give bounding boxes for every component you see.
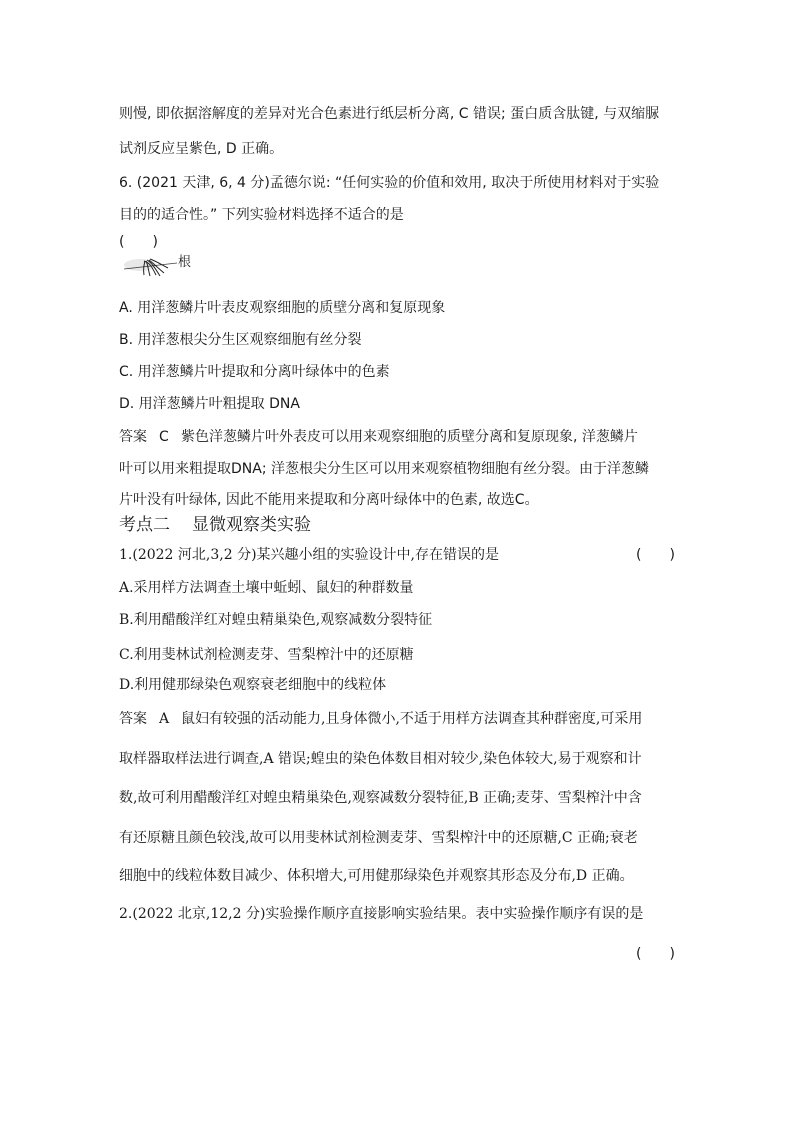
question-1-option-b: B.利用醋酸洋红对蝗虫精巢染色,观察减数分裂特征 bbox=[119, 612, 433, 628]
section-number: 考点二 bbox=[119, 515, 170, 535]
answer-label: 答案 bbox=[119, 711, 147, 727]
answer-explanation-continued: 取样器取样法进行调查,A 错误;蝗虫的染色体数目相对较少,染色体较大,易于观察和计 bbox=[119, 751, 642, 767]
figure-label-root: 根 bbox=[178, 255, 192, 270]
answer-explanation-continued: 叶可以用来粗提取DNA; 洋葱根尖分生区可以用来观察植物细胞有丝分裂。由于洋葱鳞 bbox=[119, 461, 649, 477]
question-6-option-d: D. 用洋葱鳞片叶粗提取 DNA bbox=[119, 396, 300, 412]
question-2-stem: 2.(2022 北京,12,2 分)实验操作顺序直接影响实验结果。表中实验操作顺序有误的是 bbox=[119, 906, 644, 922]
text-line: 试剂反应呈紫色, D 正确。 bbox=[119, 141, 284, 157]
section-heading bbox=[119, 514, 311, 536]
question-1-option-c: C.利用斐林试剂检测麦芽、雪梨榨汁中的还原糖 bbox=[119, 647, 414, 663]
answer-explanation-continued: 有还原糖且颜色较浅,故可以用斐林试剂检测麦芽、雪梨榨汁中的还原糖,C 正确;衰老 bbox=[119, 830, 638, 846]
section-title: 显微观察类实验 bbox=[192, 515, 311, 535]
question-2-answer-paren: ( ) bbox=[636, 946, 675, 962]
answer-explanation-continued: 数,故可利用醋酸洋红对蝗虫精巢染色,观察减数分裂特征,B 正确;麦芽、雪梨榨汁中含 bbox=[119, 790, 642, 806]
question-1-option-a: A.采用样方法调查土壤中蚯蚓、鼠妇的种群数量 bbox=[119, 580, 414, 596]
answer-label: 答案 bbox=[119, 429, 147, 445]
question-1-answer bbox=[119, 710, 642, 728]
answer-explanation: 鼠妇有较强的活动能力,且身体微小,不适于用样方法调查其种群密度,可采用 bbox=[181, 711, 643, 727]
text-line: 则慢, 即依据溶解度的差异对光合色素进行纸层析分离, C 错误; 蛋白质含肽键, 与双缩脲 bbox=[119, 106, 660, 122]
onion-root-figure bbox=[122, 251, 212, 279]
question-6-answer bbox=[119, 428, 638, 446]
answer-key: C bbox=[159, 429, 169, 445]
question-6-answer-paren: ( ) bbox=[119, 234, 158, 250]
answer-key: A bbox=[159, 711, 170, 727]
question-1-stem: 1.(2022 河北,3,2 分)某兴趣小组的实验设计中,存在错误的是 bbox=[119, 547, 499, 563]
question-6-stem-continued: 目的的适合性。” 下列实验材料选择不适合的是 bbox=[119, 207, 404, 223]
answer-explanation-continued: 片叶没有叶绿体, 因此不能用来提取和分离叶绿体中的色素, 故选C。 bbox=[119, 492, 539, 508]
question-6-option-b: B. 用洋葱根尖分生区观察细胞有丝分裂 bbox=[119, 332, 362, 348]
question-6-option-a: A. 用洋葱鳞片叶表皮观察细胞的质壁分离和复原现象 bbox=[119, 300, 446, 316]
onion-root-icon bbox=[122, 251, 182, 279]
question-1-answer-paren: ( ) bbox=[636, 547, 675, 563]
question-6-stem: 6. (2021 天津, 6, 4 分)孟德尔说: “任何实验的价值和效用, 取决于所使用材料对于实验 bbox=[119, 175, 660, 191]
answer-explanation-continued: 细胞中的线粒体数目减少、体积增大,可用健那绿染色并观察其形态及分布,D 正确。 bbox=[119, 868, 634, 884]
question-1-option-d: D.利用健那绿染色观察衰老细胞中的线粒体 bbox=[119, 677, 387, 693]
answer-explanation: 紫色洋葱鳞片叶外表皮可以用来观察细胞的质壁分离和复原现象, 洋葱鳞片 bbox=[181, 429, 638, 445]
question-6-option-c: C. 用洋葱鳞片叶提取和分离叶绿体中的色素 bbox=[119, 364, 390, 380]
